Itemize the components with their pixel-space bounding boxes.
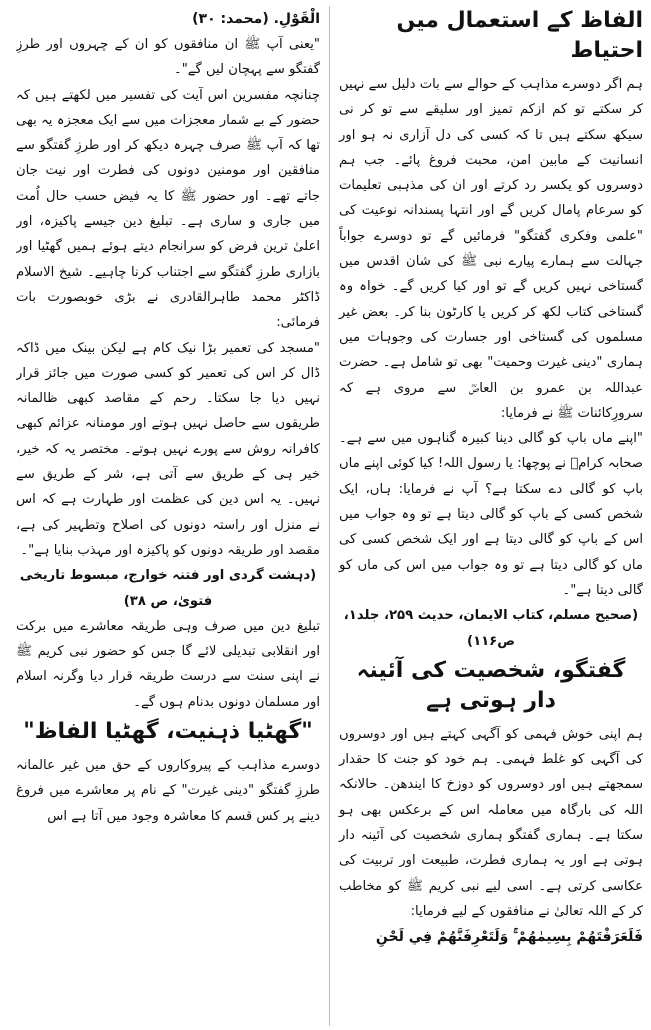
paragraph: دوسرے مذاہب کے پیروکاروں کے حق میں غیر عالمانہ طرزِ گفتگو "دینی غیرت" کے نام پر معاشرے میں فروغ دینے پر کس قسم کا معاشرہ وجود میں آتا ہے اس [16,758,320,824]
quran-verse-end: الْقَوْلِ. (محمد: ۳۰) [192,11,320,27]
columns [8,6,643,1026]
paragraph: ہم اپنی خوش فہمی کو آگہی کہتے ہیں اور دوسروں کی آگہی کو غلط فہمی۔ ہم خود کو جنت کا حقدار سمجھتے ہیں اور دوسروں کو دوزخ کا ایندھن۔ حالانکہ اللہ کی بارگاہ میں معاملہ اس کے برعکس بھی ہو سکتا ہے۔ ہماری گفتگو ہماری شخصیت کی آئینہ دار ہوتی ہے اور یہ ہماری فطرت، طبیعت اور تربیت کی عکاسی کرتی ہے۔ اسی لیے نبی کریم ﷺ کو مخاطب کر کے اللہ تعالیٰ نے منافقوں کے لیے فرمایا: [339,726,643,919]
paragraph: تبلیغ دین میں صرف وہی طریقہ معاشرے میں برکت اور انقلابی تبدیلی لائے گا جس کو حضور نبی کریم ﷺ نے اپنی سنت سے درست طریقہ قرار دیا وگرنہ اسلام اور مسلمان دونوں بدنام ہوں گے۔ [16,618,320,710]
hadith-quote: "اپنے ماں باپ کو گالی دینا کبیرہ گناہوں میں سے ہے۔ صحابہ کرامؓ نے پوچھا: یا رسول اللہ! کیا کوئی اپنے ماں باپ کو گالی دے سکتا ہے؟ آپ نے فرمایا: ہاں، ایک شخص کسی کے باپ کو گالی دیتا ہے تو وہ جواب میں اس کے باپ کو گالی دیتا ہے اور ایک شخص کسی کی ماں کو گالی دیتا ہے تو وہ جواب میں اس کی ماں کو گالی دیتا ہے"۔ [339,431,643,598]
quran-verse: فَلَعَرَفْتَهُمْ بِسِيمٰهُمْ ۚ وَلَتَعْرِفَنَّهُمْ فِي لَحْنِ [375,929,643,946]
right-column [330,6,643,1026]
section-heading-personality: گفتگو، شخصیت کی آئینہ دار ہوتی ہے [356,657,626,713]
column-divider [329,6,330,1026]
quote-reference: (دہشت گردی اور فتنہ خوارج، مبسوط تاریخی فتویٰ، ص ۳۸) [19,568,317,609]
quote: "مسجد کی تعمیر بڑا نیک کام ہے لیکن بینک میں ڈاکہ ڈال کر اس کی تعمیر کو کسی صورت میں جائز قرار نہیں دیا جا سکتا۔ رحم کے مقاصد کبھی ظالمانہ طریقوں سے حاصل نہیں ہوتے اور مومنانہ عزائم کبھی کافرانہ روش سے پورے نہیں ہوتے۔ مختصر یہ کہ خیر، خیر ہی کے طریق سے آتی ہے، شر کے طریق سے نہیں۔ یہ اس دین کی عظمت اور طہارت ہے کہ اس نے منزل اور راستہ دونوں کی اصلاح وتطہیر کی ہے، مقصد اور طریقہ دونوں کو پاکیزہ اور مہذب بنایا ہے"۔ [16,340,320,558]
section-heading-caution: الفاظ کے استعمال میں احتیاط [396,8,643,63]
left-column [16,6,329,1026]
hadith-reference: (صحیح مسلم، کتاب الایمان، حدیث ۲۵۹، جلد۱، ص۱۱۶) [343,608,639,649]
section-heading-lowly-words: "گھٹیا ذہنیت، گھٹیا الفاظ" [23,719,313,745]
paragraph: چنانچہ مفسرین اس آیت کی تفسیر میں لکھتے ہیں کہ حضور کے بے شمار معجزات میں سے ایک معجزہ یہ بھی تھا کہ آپ ﷺ صرف چہرہ دیکھ کر اور طرزِ گفتگو سے منافقین اور مومنین دونوں کی فطرت اور نیت جان جاتے تھے۔ اور حضور ﷺ کا یہ فیض حسب حال اُمت میں جاری و ساری ہے۔ تبلیغ دین جیسے پاکیزہ، اور اعلیٰ ترین فرض کو سرانجام دیتے ہوئے ہمیں گھٹیا اور بازاری طرزِ گفتگو سے اجتناب کرنا چاہیے۔ شیخ الاسلام ڈاکٹر محمد طاہرالقادری نے بڑی خوبصورت بات فرمائی: [16,87,320,331]
paragraph: ہم اگر دوسرے مذاہب کے حوالے سے بات دلیل سے نہیں کر سکتے تو کم ازکم تمیز اور سلیقے سے تو کر نی سیکھ سکتے ہیں تا کہ کسی کی دل آزاری نہ ہو اور انسانیت کے مابین امن، محبت فروغ پائے۔ جب ہم دوسروں کو یکسر رد کرتے اور ان کی مذہبی تعلیمات کو سرعام پامال کریں گے اور انتہا پسندانہ نوعیت کی "علمی وفکری گفتگو" فرمائیں گے تو دوسرے جواباً جہالت سے ہمارے پیارے نبی ﷺ کی شان اقدس میں گستاخی نہیں کریں گے تو اور کیا کریں گے۔ خواہ وہ گستاخی کتاب لکھ کر کریں یا کارٹون بنا کر۔ بعض غیر مسلموں کی گستاخی اور جسارت کی وجوہات میں ہماری "دینی غیرت وحمیت" بھی تو شامل ہے۔ حضرت عبداللہ بن عمرو بن العاصؓ سے مروی ہے کہ سرورِکائنات ﷺ نے فرمایا: [339,77,643,421]
verse-translation: "یعنی آپ ﷺ ان منافقوں کو ان کے چہروں اور طرزِ گفتگو سے پہچان لیں گے"۔ [16,37,320,78]
